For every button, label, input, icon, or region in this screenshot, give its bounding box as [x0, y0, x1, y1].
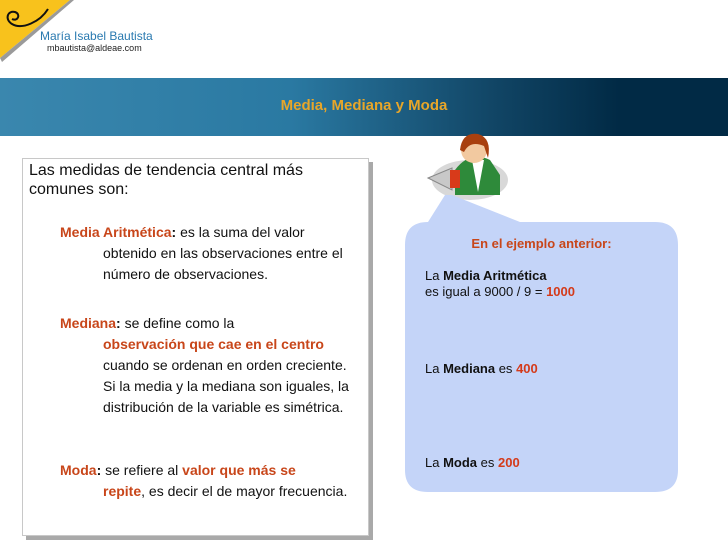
definition-text: , es decir el de mayor frecuencia.	[141, 483, 348, 499]
term: Mediana	[443, 361, 496, 376]
text: es	[495, 361, 517, 376]
example-moda	[425, 455, 520, 471]
text: La	[425, 361, 444, 376]
definition-text: se refiere al	[101, 462, 183, 478]
term: Moda	[443, 455, 478, 470]
definition-text: es la suma del valor	[176, 224, 305, 240]
highlight-text: repite	[103, 483, 142, 499]
definition-text: cuando se ordenan en orden creciente. Si la media y la mediana son iguales, la distribución de la variable es simétrica.	[103, 357, 349, 415]
definition-text: obtenido en las observaciones entre el número de observaciones.	[103, 245, 343, 282]
text: es igual a 9000 / 9 =	[425, 284, 547, 299]
author-email: mbautista@aldeae.com	[47, 43, 142, 53]
colon: :	[96, 462, 102, 478]
author-name: María Isabel Bautista	[40, 29, 153, 43]
value-mediana: 400	[516, 361, 538, 376]
highlight-text: observación que cae en el centro	[103, 336, 324, 352]
text: La	[425, 455, 444, 470]
term-mediana: Mediana	[60, 315, 117, 331]
value-moda: 200	[498, 455, 520, 470]
example-media	[425, 268, 575, 300]
intro-text: Las medidas de tendencia central más comunes son:	[29, 162, 303, 198]
term: Media Aritmética	[443, 268, 547, 283]
value-media: 1000	[546, 284, 575, 299]
definition-text: se define como la	[120, 315, 235, 331]
colon: :	[171, 224, 177, 240]
highlight-text: valor que más se	[182, 462, 296, 478]
text: es	[477, 455, 498, 470]
term-media: Media Aritmética	[60, 224, 172, 240]
bubble-title: En el ejemplo anterior:	[471, 236, 612, 251]
text: La	[425, 268, 444, 283]
example-mediana	[425, 361, 538, 377]
colon: :	[116, 315, 121, 331]
term-moda: Moda	[60, 462, 97, 478]
slide-title: Media, Mediana y Moda	[280, 97, 448, 114]
